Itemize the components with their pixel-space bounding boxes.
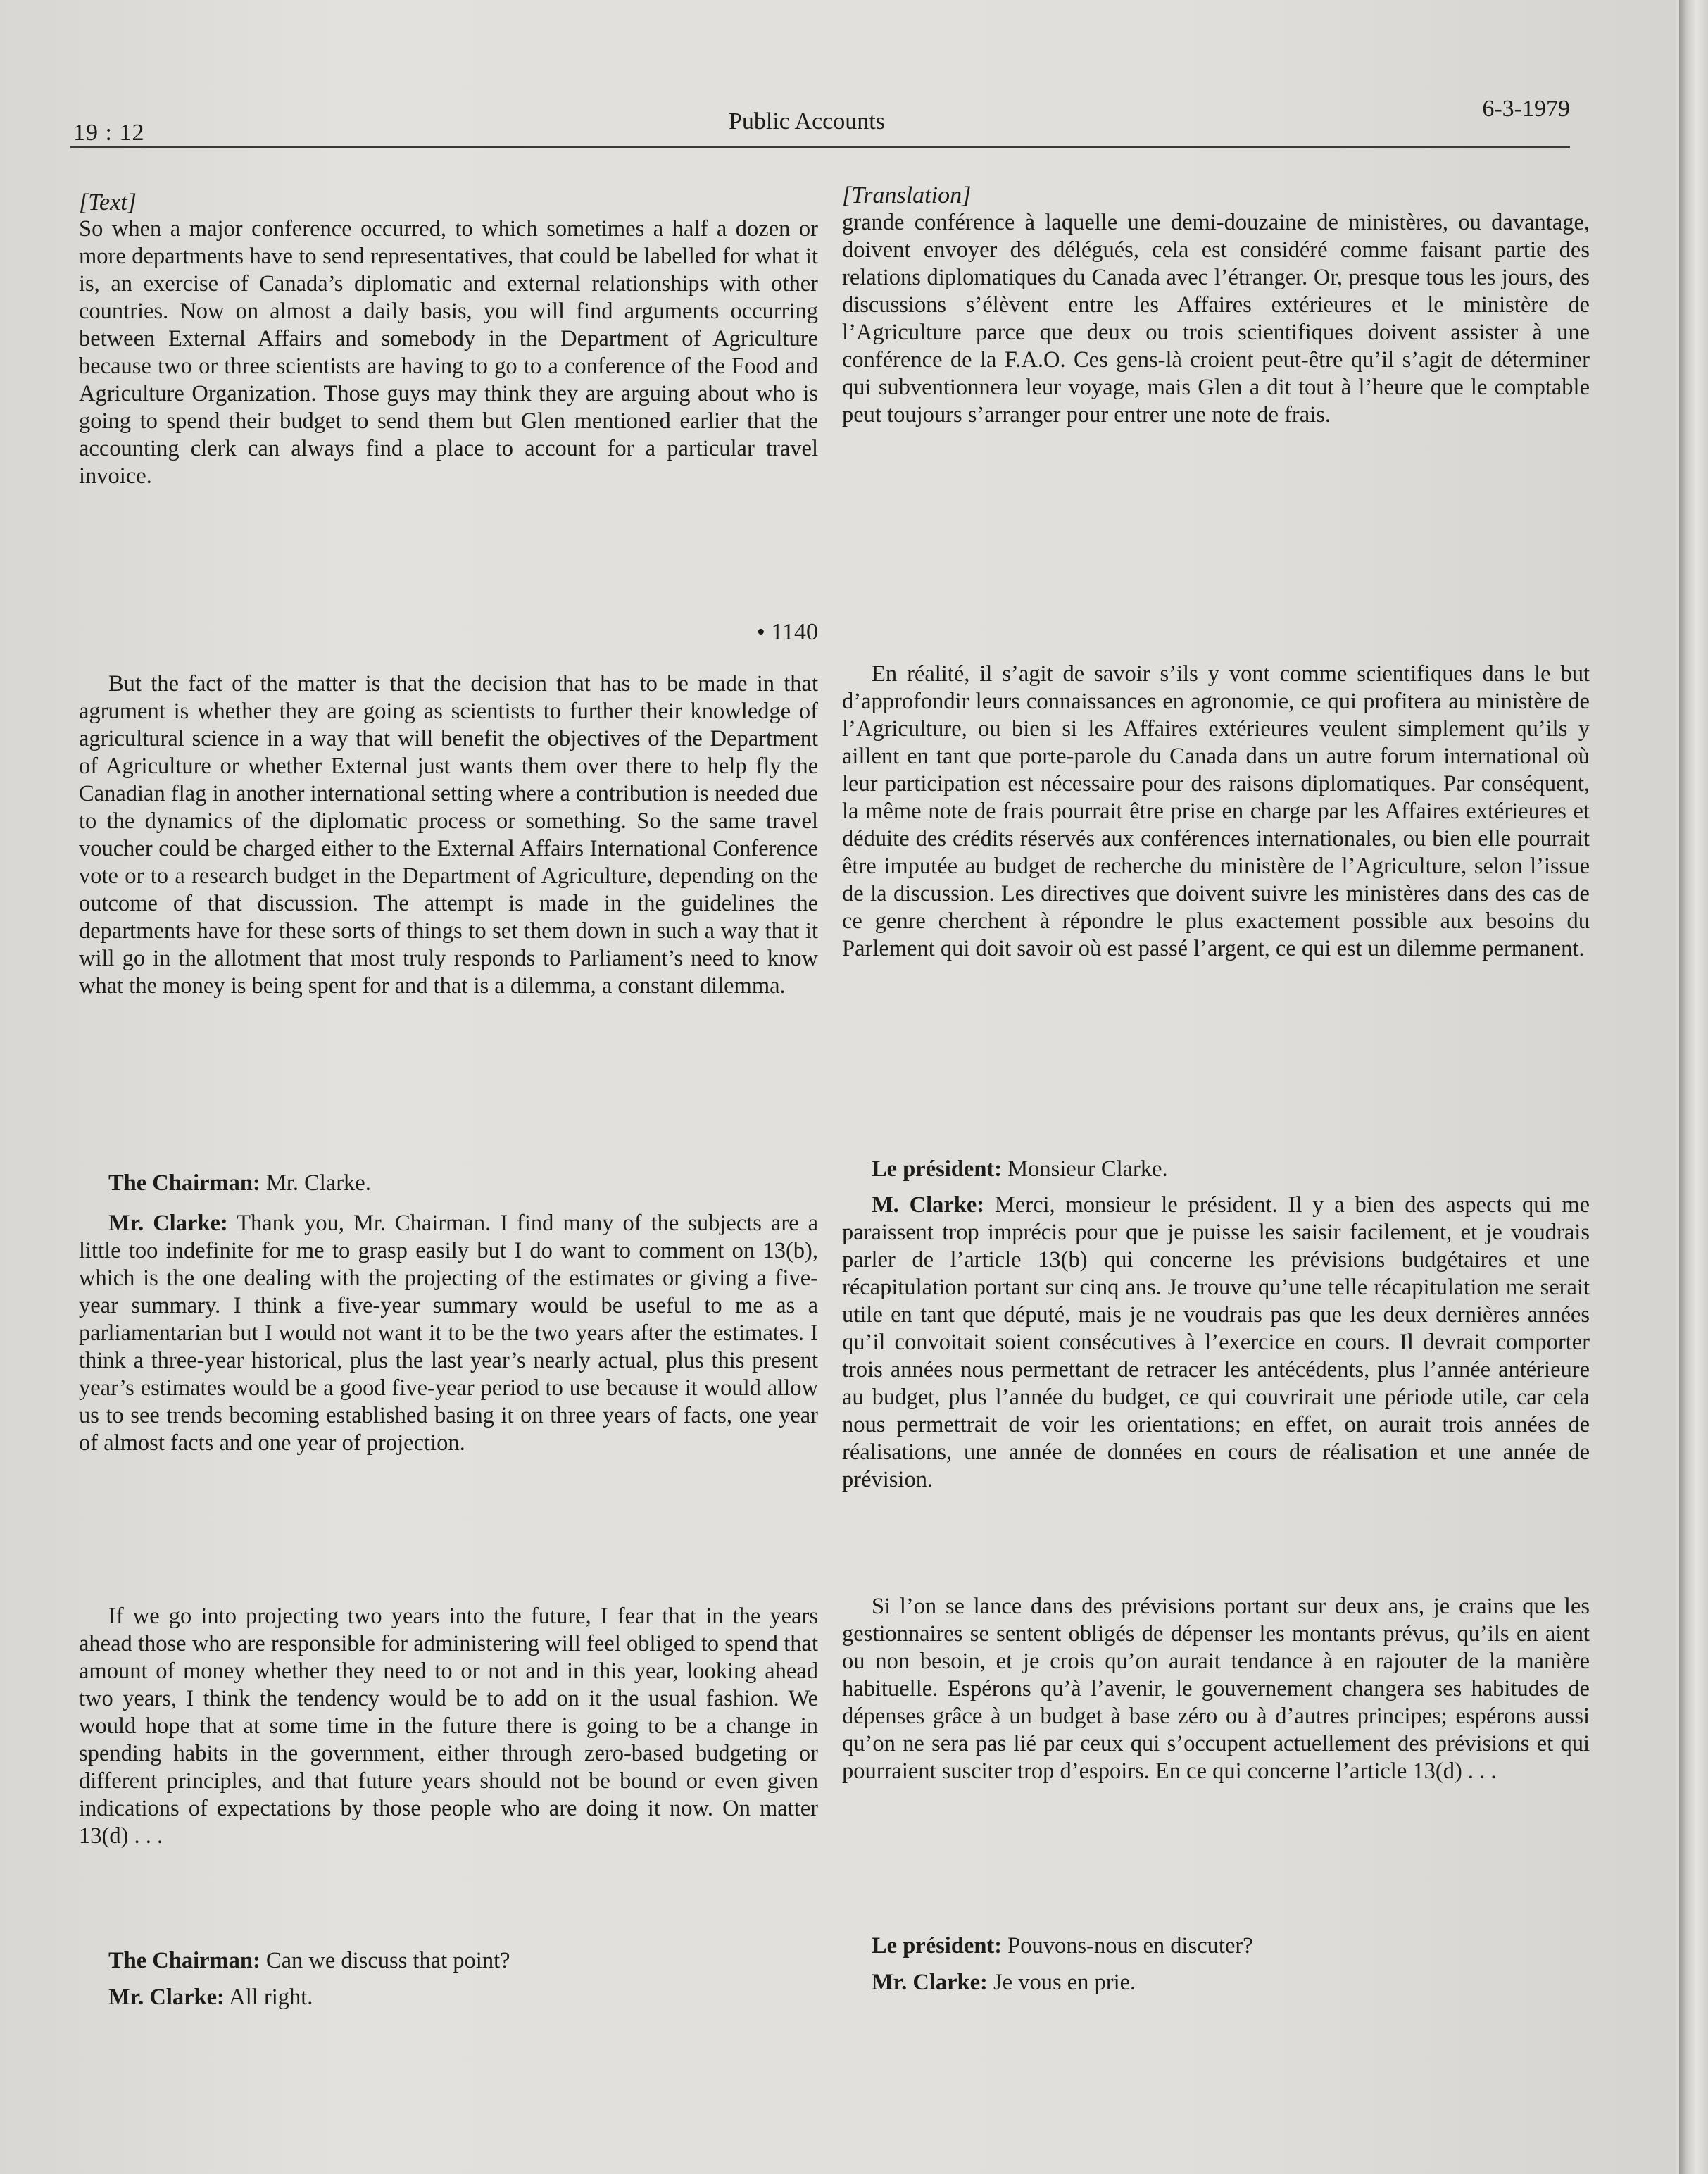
speech: All right. — [229, 1985, 313, 2010]
right-para-3 — [842, 1593, 1590, 1785]
left-clarke-1 — [79, 1210, 818, 1457]
right-para-1 — [842, 209, 1590, 429]
right-paragraph: grande conférence à laquelle une demi-douzaine de ministères, ou davantage, doivent envoyer des délégués, cela est considéré comme faisant partie des relations diplomatiques du Canada avec l’étranger. Or, presque tous les jours, des discussions s’élèvent entre les Affaires extérieures et le ministère de l’Agriculture parce que deux ou trois scientifiques doivent assister à une conférence de la F.A.O. Ces gens-là croient peut-être qu’il s’agit de déterminer qui subventionnera leur voyage, mais Glen a dit tout à l’heure que le comptable peut toujours s’arranger pour entrer une note de frais. — [842, 210, 1590, 427]
left-paragraph: If we go into projecting two years into the future, I fear that in the years ahead those who are responsible for administering will feel obliged to spend that amount of money whether they need to or not and in this year, looking ahead two years, I think the tendency would be to add on it the usual fashion. We would hope that at some time in the future there is going to be a change in spending habits in the government, either through zero-based budgeting or different principles, and that future years should not be bound or even given indications of expectations by those people who are doing it now. On matter 13(d) . . . — [79, 1604, 818, 1849]
left-para-3 — [79, 1603, 818, 1850]
header-rule — [70, 146, 1570, 148]
speaker-name: Le président: — [872, 1933, 1003, 1959]
speaker-name: Mr. Clarke: — [108, 1211, 228, 1236]
speech: Mr. Clarke. — [265, 1170, 371, 1196]
speech: Thank you, Mr. Chairman. I find many of the subjects are a little too indefinite for me to grasp easily but I do want to comment on 13(b), which is the one dealing with the projecting of the estimates or giving a five-year summary. I think a five-year summary would be useful to me as a parliamentarian but I would not want it to be the two years after the estimates. I think a three-year historical, plus the last year’s nearly actual, plus this present year’s estimates would be a good five-year period to use because it would allow us to see trends becoming established basing it on three years of facts, one year of almost facts and one year of projection. — [79, 1211, 818, 1456]
time-marker: • 1140 — [756, 619, 818, 645]
right-chairman-1 — [842, 1156, 1590, 1183]
left-label — [79, 189, 818, 216]
speaker-name: Mr. Clarke: — [108, 1985, 225, 2010]
speaker-name: M. Clarke: — [872, 1192, 985, 1218]
right-paragraph: Si l’on se lance dans des prévisions portant sur deux ans, je crains que les gestionnaires se sentent obligés de dépenser les montants prévus, qu’ils en aient ou non besoin, et je crois qu’on aurait tendance à en rajouter de la manière habituelle. Espérons qu’à l’avenir, le gouvernement changera ses habitudes de dépenses grâce à un budget à base zéro ou à d’autres principes; espérons aussi qu’on ne sera pas lié par ceux qui s’occupent actuellement des prévisions et qui pourraient susciter trop d’espoirs. En ce qui concerne l’article 13(d) . . . — [842, 1594, 1590, 1784]
speaker-name: The Chairman: — [108, 1170, 260, 1196]
speaker-name: Le président: — [872, 1156, 1003, 1182]
speaker-name: The Chairman: — [108, 1948, 260, 1973]
right-clarke-2 — [842, 1969, 1590, 1997]
left-marker — [79, 618, 818, 646]
page-number: 19 : 12 — [73, 120, 145, 146]
speech: Monsieur Clarke. — [1007, 1156, 1168, 1182]
date: 6-3-1979 — [1482, 96, 1570, 122]
right-para-2 — [842, 661, 1590, 963]
left-chairman-2 — [79, 1947, 818, 1975]
left-chairman-1 — [79, 1170, 818, 1197]
left-paragraph: But the fact of the matter is that the decision that has to be made in that agrument is whether they are going as scientists to further their knowledge of agricultural science in a way that will benefit the objectives of the Department of Agriculture or whether External just wants them over there to help fly the Canadian flag in another international setting where a contribution is needed due to the dynamics of the diplomatic process or something. So the same travel voucher could be charged either to the External Affairs International Conference vote or to a research budget in the Department of Agriculture, depending on the outcome of that discussion. The attempt is made in the guidelines the departments have for these sorts of things to set them down in such a way that it will go in the allotment that most truly responds to Parliament’s need to know what the money is being spent for and that is a dilemma, a constant dilemma. — [79, 671, 818, 999]
book-edge — [1679, 0, 1708, 2174]
left-paragraph: So when a major conference occurred, to which sometimes a half a dozen or more departments have to send representatives, that could be labelled for what it is, an exercise of Canada’s diplomatic and external relationships with other countries. Now on almost a daily basis, you will find arguments occurring between External Affairs and somebody in the Department of Agriculture because two or three scientists are having to go to a conference of the Food and Agriculture Organization. Those guys may think they are arguing about who is going to spend their budget to send them but Glen mentioned earlier that the accounting clerk can always find a place to account for a particular travel invoice. — [79, 216, 818, 489]
right-chairman-2 — [842, 1932, 1590, 1960]
right-clarke-1 — [842, 1192, 1590, 1494]
right-paragraph: En réalité, il s’agit de savoir s’ils y vont comme scientifiques dans le but d’approfondir leurs connaissances en agronomie, ce qui profitera au ministère de l’Agriculture, ou bien si les Affaires extérieures veulent simplement qu’ils y aillent en tant que porte-parole du Canada dans un autre forum international où leur participation est nécessaire pour des raisons diplomatiques. Par conséquent, la même note de frais pourrait être prise en charge par les Affaires extérieures et déduite des crédits réservés aux conférences internationales, ou bien elle pourrait être imputée au budget de recherche du ministère de l’Agriculture, selon l’issue de la discussion. Les directives que doivent suivre les ministères dans des cas de ce genre cherchent à répondre le plus exactement possible aux besoins du Parlement qui doit savoir où est passé l’argent, ce qui est un dilemme permanent. — [842, 661, 1590, 961]
running-title: Public Accounts — [729, 108, 885, 135]
left-para-1 — [79, 215, 818, 490]
speech: Can we discuss that point? — [265, 1948, 510, 1973]
translation-label: [Translation] — [842, 182, 972, 208]
speech: Merci, monsieur le président. Il y a bien des aspects qui me paraissent trop imprécis pour que je puisse les saisir facilement, et je voudrais parler de l’article 13(b) qui concerne les prévisions budgétaires et une récapitulation portant sur cinq ans. Je trouve qu’une telle récapitulation me serait utile en tant que député, mais je ne voudrais pas que les deux dernières années qu’il convoitait soient consécutives à l’exercice en cours. Il devrait comporter trois années nous permettant de retracer les antécédents, plus l’année antérieure au budget, plus l’année du budget, ce qui couvrirait une période utile, car cela nous permettrait de voir les orientations; en effet, on aurait trois années de réalisations, une année de données en cours de réalisation et une année de prévision. — [842, 1192, 1590, 1492]
speech: Pouvons-nous en discuter? — [1007, 1933, 1253, 1959]
text-label: [Text] — [79, 189, 137, 215]
left-para-2 — [79, 670, 818, 1000]
speaker-name: Mr. Clarke: — [872, 1970, 988, 1995]
speech: Je vous en prie. — [993, 1970, 1136, 1995]
right-label — [842, 182, 1590, 209]
page-header — [70, 96, 1570, 148]
left-clarke-2 — [79, 1984, 818, 2011]
